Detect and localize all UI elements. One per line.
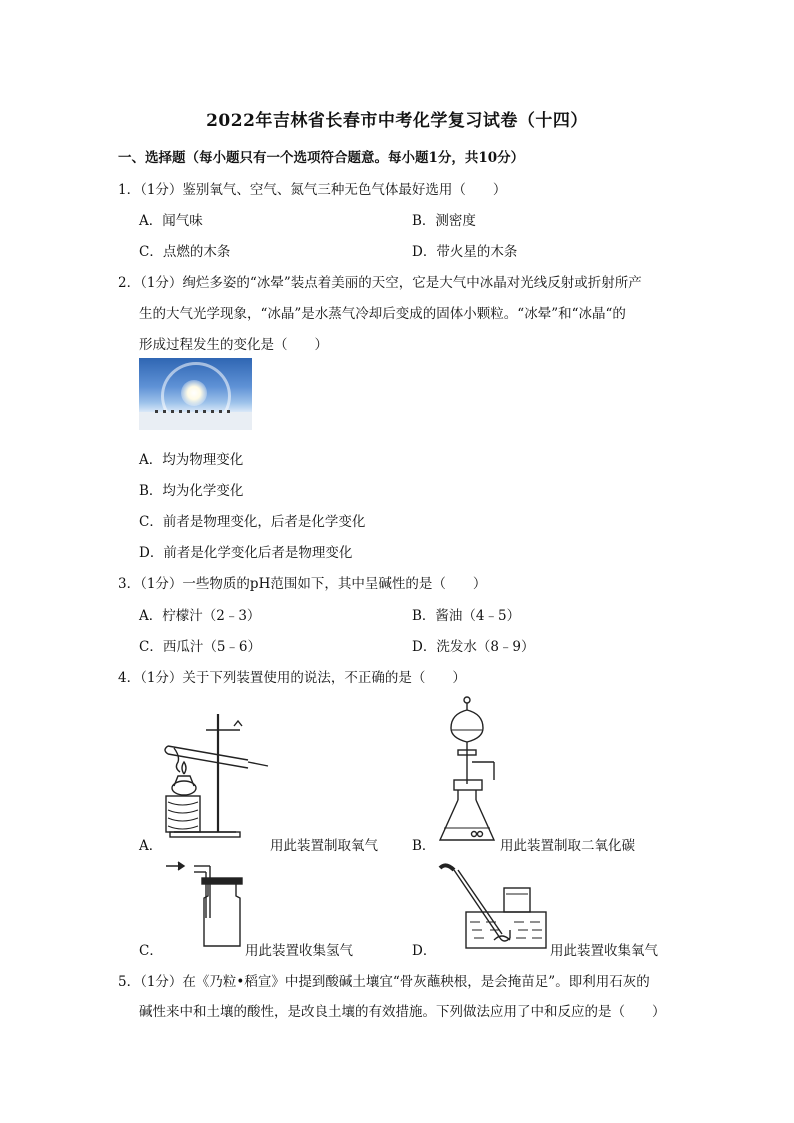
- gas-bottle-diagram: [164, 858, 244, 950]
- water-displacement-diagram: [436, 858, 548, 952]
- heating-apparatus-diagram: [160, 708, 270, 840]
- question-4-option-c-text: 用此装置收集氢气: [245, 943, 353, 959]
- section-heading: 一、选择题（每小题只有一个选项符合题意。每小题1分，共10分）: [118, 150, 525, 166]
- question-4-option-d-text: 用此装置收集氧气: [550, 943, 658, 959]
- question-3-option-b[interactable]: B．酱油（4﹣5）: [412, 608, 521, 624]
- page-title: 2022年吉林省长春市中考化学复习试卷（十四）: [206, 111, 588, 131]
- question-2-option-c[interactable]: C．前者是物理变化，后者是化学变化: [139, 514, 366, 530]
- question-1-option-d[interactable]: D．带火星的木条: [412, 244, 518, 260]
- question-1-option-a[interactable]: A．闻气味: [139, 213, 203, 229]
- question-2-stem-line-3: 形成过程发生的变化是（ ）: [139, 337, 328, 353]
- question-4-option-b-letter[interactable]: B．: [412, 838, 436, 854]
- ice-halo-photo: [139, 358, 252, 430]
- question-4-stem: 4．（1分）关于下列装置使用的说法，不正确的是（ ）: [118, 670, 466, 686]
- question-5-stem-line-2: 碱性来中和土壤的酸性，是改良土壤的有效措施。下列做法应用了中和反应的是（ ）: [139, 1004, 666, 1020]
- question-1-option-c[interactable]: C．点燃的木条: [139, 244, 231, 260]
- question-4-option-a-text: 用此装置制取氧气: [270, 838, 378, 854]
- question-4-option-a-letter[interactable]: A．: [139, 838, 163, 854]
- question-3-stem: 3．（1分）一些物质的pH范围如下，其中呈碱性的是（ ）: [118, 576, 487, 592]
- question-2-option-b[interactable]: B．均为化学变化: [139, 483, 244, 499]
- question-2-option-a[interactable]: A．均为物理变化: [139, 452, 244, 468]
- question-3-option-d[interactable]: D．洗发水（8﹣9）: [412, 639, 535, 655]
- co2-generator-diagram: [436, 696, 526, 846]
- question-3-option-c[interactable]: C．西瓜汁（5﹣6）: [139, 639, 262, 655]
- question-2-option-d[interactable]: D．前者是化学变化后者是物理变化: [139, 545, 353, 561]
- question-3-option-a[interactable]: A．柠檬汁（2﹣3）: [139, 608, 261, 624]
- question-4-option-c-letter[interactable]: C．: [139, 943, 163, 959]
- question-2-stem-line-1: 2．（1分）绚烂多姿的“冰晕”装点着美丽的天空，它是大气中冰晶对光线反射或折射所产: [118, 275, 642, 291]
- question-1-stem: 1．（1分）鉴别氧气、空气、氮气三种无色气体最好选用（ ）: [118, 182, 507, 198]
- question-5-stem-line-1: 5．（1分）在《乃粒•稻宣》中提到酸碱土壤宜“骨灰蘸秧根，是会掩苗足”。即利用石灰的: [118, 974, 650, 990]
- question-4-option-d-letter[interactable]: D．: [412, 943, 437, 959]
- question-4-option-b-text: 用此装置制取二氧化碳: [500, 838, 635, 854]
- question-1-option-b[interactable]: B．测密度: [412, 213, 476, 229]
- question-2-stem-line-2: 生的大气光学现象，“冰晶”是水蒸气冷却后变成的固体小颗粒。“冰晕”和“冰晶“的: [139, 306, 626, 322]
